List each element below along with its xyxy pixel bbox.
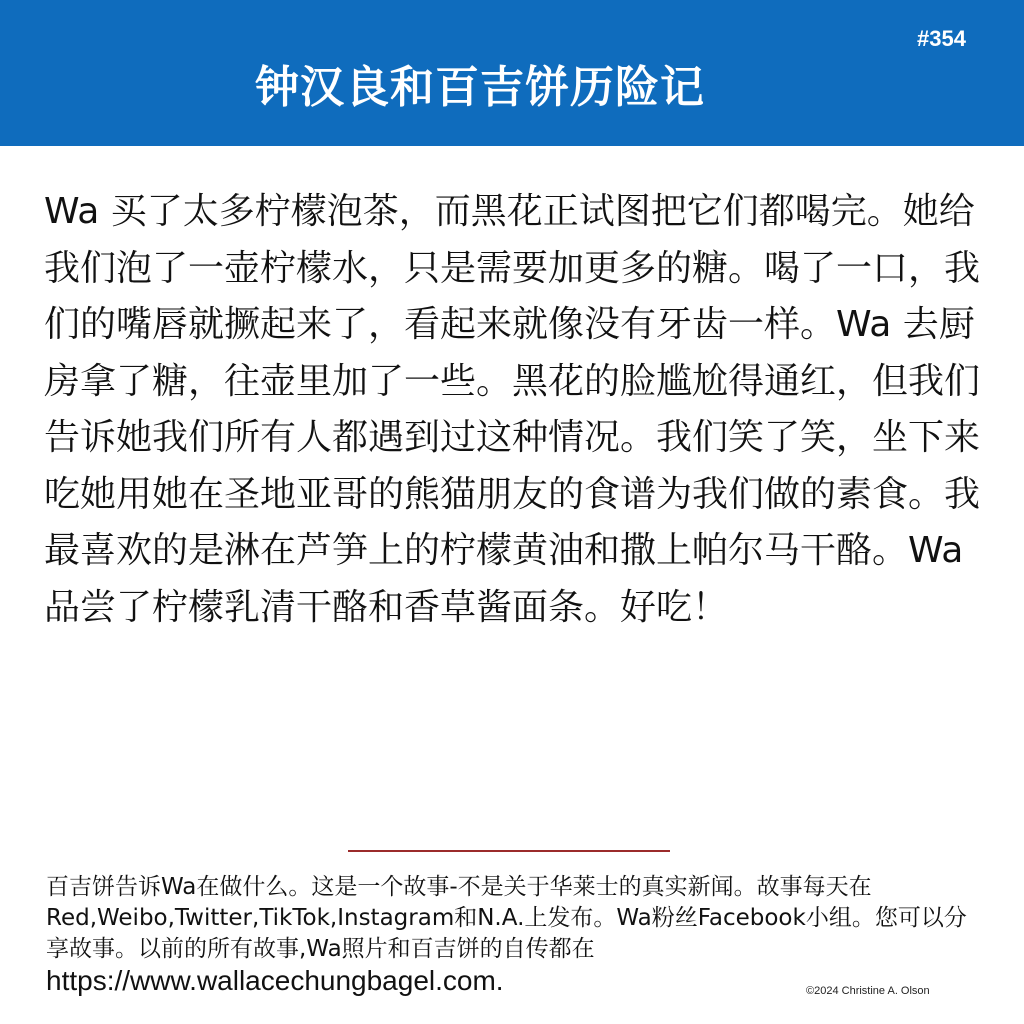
header-banner	[0, 0, 1024, 146]
issue-number: #354	[917, 26, 966, 51]
copyright-notice: ©2024 Christine A. Olson	[806, 985, 930, 997]
page-title: 钟汉良和百吉饼历险记	[255, 62, 705, 113]
story-text: Wa 买了太多柠檬泡茶，而黑花正试图把它们都喝完。她给我们泡了一壶柠檬水，只是需要加更多的糖。喝了一口，我们的嘴唇就撅起来了，看起来就像没有牙齿一样。Wa 去厨房拿了糖，往壶里加了一些。黑花的脸尴尬得通红，但我们告诉她我们所有人都遇到过这种情况。我们笑了笑，坐下来吃她用她在圣地亚哥的熊猫朋友的食谱为我们做的素食。我最喜欢的是淋在芦笋上的柠檬黄油和撒上帕尔马干酪。Wa 品尝了柠檬乳清干酪和香草酱面条。好吃！	[44, 191, 981, 628]
footer-note: 百吉饼告诉Wa在做什么。这是一个故事-不是关于华莱士的真实新闻。故事每天在Red,Weibo,Twitter,TikTok,Instagram和N.A.上发布。Wa粉丝Facebook小组。您可以分享故事。以前的所有故事,Wa照片和百吉饼的自传都在	[46, 874, 967, 962]
website-link[interactable]: https://www.wallacechungbagel.com.	[46, 965, 504, 996]
divider-line	[348, 850, 670, 852]
